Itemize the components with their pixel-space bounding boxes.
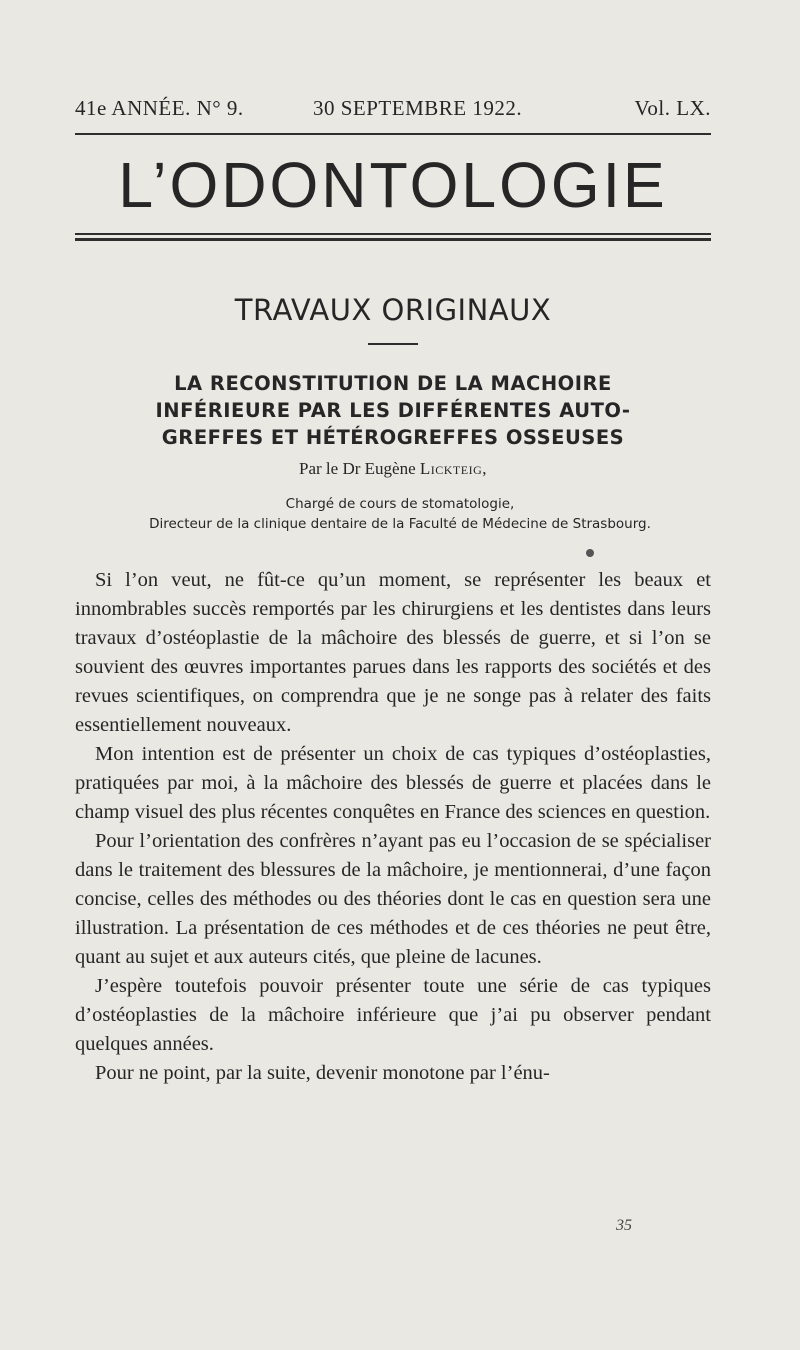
folio-mark: 35 — [616, 1217, 632, 1234]
section-title: TRAVAUX ORIGINAUX — [234, 293, 552, 327]
journal-title: L’ODONTOLOGIE — [118, 149, 668, 221]
affiliation-line: Directeur de la clinique dentaire de la Faculté de Médecine de Strasbourg. — [149, 516, 651, 532]
title-double-rule-upper — [75, 233, 711, 235]
body-paragraph: Mon intention est de présenter un choix de cas typiques d’ostéoplasties, pratiquées par moi, à la mâchoire des blessés de guerre et placées dans le champ visuel des plus récentes conquêtes en France des sciences en question. — [75, 743, 711, 823]
body-paragraph: Pour l’orientation des confrères n’ayant pas eu l’occasion de se spécialiser dans le traitement des blessures de la mâchoire, je mentionnerai, d’une façon concise, celles des méthodes ou des théories dont le cas en question sera une illustration. La présentation de ces méthodes et de ces théories ne peut être, quant au sujet et aux auteurs cités, que pleine de lacunes. — [75, 830, 711, 968]
ornament-dot — [586, 549, 594, 557]
issue-date: 30 SEPTEMBRE 1922. — [313, 96, 523, 120]
author-surname: Lickteig, — [419, 459, 487, 478]
article-title-line: INFÉRIEURE PAR LES DIFFÉRENTES AUTO- — [155, 399, 631, 422]
issue-number: 41e ANNÉE. N° 9. — [75, 96, 244, 120]
article-title-line: LA RECONSTITUTION DE LA MACHOIRE — [174, 372, 612, 395]
volume-number: Vol. LX. — [634, 96, 711, 120]
masthead-rule — [75, 133, 711, 135]
article-title-line: GREFFES ET HÉTÉROGREFFES OSSEUSES — [161, 426, 625, 449]
section-divider — [368, 343, 418, 345]
affiliation-line: Chargé de cours de stomatologie, — [285, 496, 515, 512]
title-double-rule-lower — [75, 238, 711, 241]
article-body — [75, 566, 711, 1088]
body-paragraph: J’espère toutefois pouvoir présenter toute une série de cas typiques d’ostéoplasties de la mâchoire inférieure que j’ai pu observer pendant quelques années. — [75, 975, 711, 1055]
byline — [75, 456, 711, 482]
byline-prefix: Par le Dr Eugène — [299, 459, 416, 478]
body-paragraph: Pour ne point, par la suite, devenir monotone par l’énu- — [95, 1062, 550, 1084]
masthead — [75, 96, 711, 126]
body-paragraph: Si l’on veut, ne fût-ce qu’un moment, se représenter les beaux et innombrables succès remportés par les chirurgiens et les dentistes dans leurs travaux d’ostéoplastie de la mâchoire des blessés de guerre, et si l’on se souvient des œuvres importantes parues dans les rapports des sociétés et des revues scientifiques, on comprendra que je ne songe pas à relater des faits essentiellement nouveaux. — [75, 569, 711, 736]
author-affiliation — [60, 494, 740, 534]
article-title — [75, 370, 711, 451]
